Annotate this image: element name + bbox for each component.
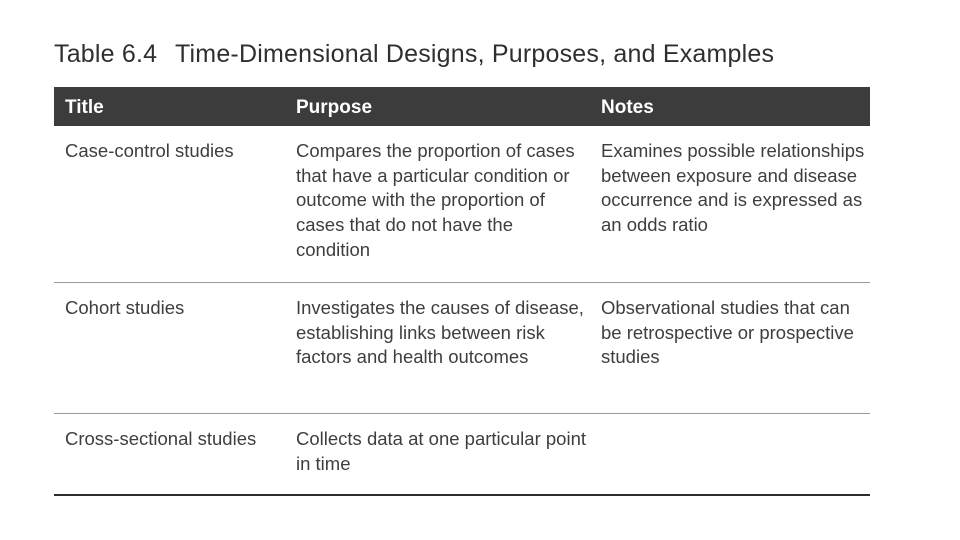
- cell-title: Case-control studies: [65, 140, 234, 161]
- header-notes: Notes: [601, 96, 654, 118]
- cell-notes: [590, 427, 870, 494]
- table-row: [54, 414, 870, 494]
- table-caption: [54, 40, 774, 69]
- cell-purpose: Collects data at one particular point in time: [296, 428, 587, 474]
- table-title: Time-Dimensional Designs, Purposes, and Examples: [175, 40, 775, 68]
- table-row: [54, 126, 870, 283]
- cell-purpose: Compares the proportion of cases that have a particular condition or outcome with the proportion of cases that do not have the condition: [296, 140, 575, 260]
- designs-table: [54, 87, 870, 496]
- cell-title: Cohort studies: [65, 297, 185, 318]
- table-header-row: [54, 87, 870, 126]
- cell-notes: Observational studies that can be retrospective or prospective studies: [601, 297, 854, 368]
- cell-purpose: Investigates the causes of disease, establishing links between risk factors and health outcomes: [296, 297, 584, 368]
- cell-notes: Examines possible relationships between exposure and disease occurrence and is expressed as an odds ratio: [601, 140, 865, 236]
- header-title: Title: [65, 96, 104, 118]
- cell-title: Cross-sectional studies: [65, 428, 257, 449]
- header-purpose: Purpose: [296, 96, 373, 118]
- table-number: Table 6.4: [54, 40, 158, 68]
- table-row: [54, 283, 870, 414]
